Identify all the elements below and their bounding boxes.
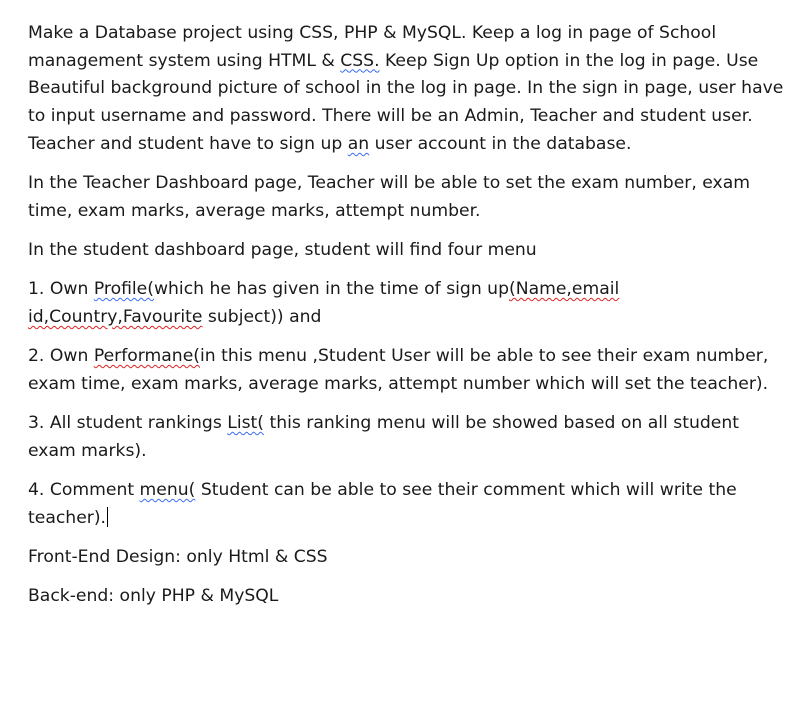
item4-prefix: 4. Comment [28, 479, 140, 500]
grammar-flag-menu: menu( [139, 479, 196, 500]
list-item-performance [28, 343, 788, 398]
text-cursor [107, 507, 108, 527]
intro-text-1: Make a Database project using CSS, PHP & MySQL. Keep a log in page of School management system using HTML & [28, 23, 717, 71]
intro-text-3: user account in the database. [369, 133, 632, 154]
list-item-rankings [28, 410, 788, 465]
item4-text: Student can be able to see their comment which will write the teacher). [28, 479, 737, 528]
item3-prefix: 3. All student rankings [28, 412, 228, 433]
paragraph-backend: Back-end: only PHP & MySQL [28, 585, 279, 606]
document-body[interactable] [28, 20, 788, 622]
grammar-flag-profile: Profile( [93, 279, 154, 300]
item1-suffix: subject)) and [202, 306, 322, 327]
intro-text-2: Keep Sign Up option in the log in page. Use Beautiful background picture of school in the log in page. In the sign in page, user have to input username and password. There will be an Admin, Teacher and student user. Teacher and student have to sign up [28, 50, 784, 154]
paragraph-student-dashboard: In the student dashboard page, student will find four menu [28, 239, 537, 260]
grammar-flag-list: List( [227, 412, 265, 433]
item3-text: this ranking menu will be showed based on all student exam marks). [28, 412, 739, 461]
list-item-profile [28, 276, 788, 331]
item2-text: in this menu ,Student User will be able to see their exam number, exam time, exam marks, average marks, attempt number which will set the teacher). [28, 346, 769, 394]
paragraph-teacher-dashboard: In the Teacher Dashboard page, Teacher will be able to set the exam number, exam time, exam marks, average marks, attempt number. [28, 173, 750, 221]
spelling-flag-name-email: (Name,email id,Country,Favourite [28, 279, 620, 327]
item1-text: which he has given in the time of sign up [153, 279, 509, 300]
list-item-comment [28, 477, 788, 532]
spelling-flag-performane: Performane( [93, 346, 200, 367]
paragraph-frontend: Front-End Design: only Html & CSS [28, 546, 328, 567]
item2-prefix: 2. Own [28, 346, 94, 367]
item1-prefix: 1. Own [28, 279, 94, 300]
grammar-flag-css: CSS. [340, 50, 380, 71]
paragraph-intro [28, 20, 788, 159]
grammar-flag-an: an [347, 133, 370, 154]
